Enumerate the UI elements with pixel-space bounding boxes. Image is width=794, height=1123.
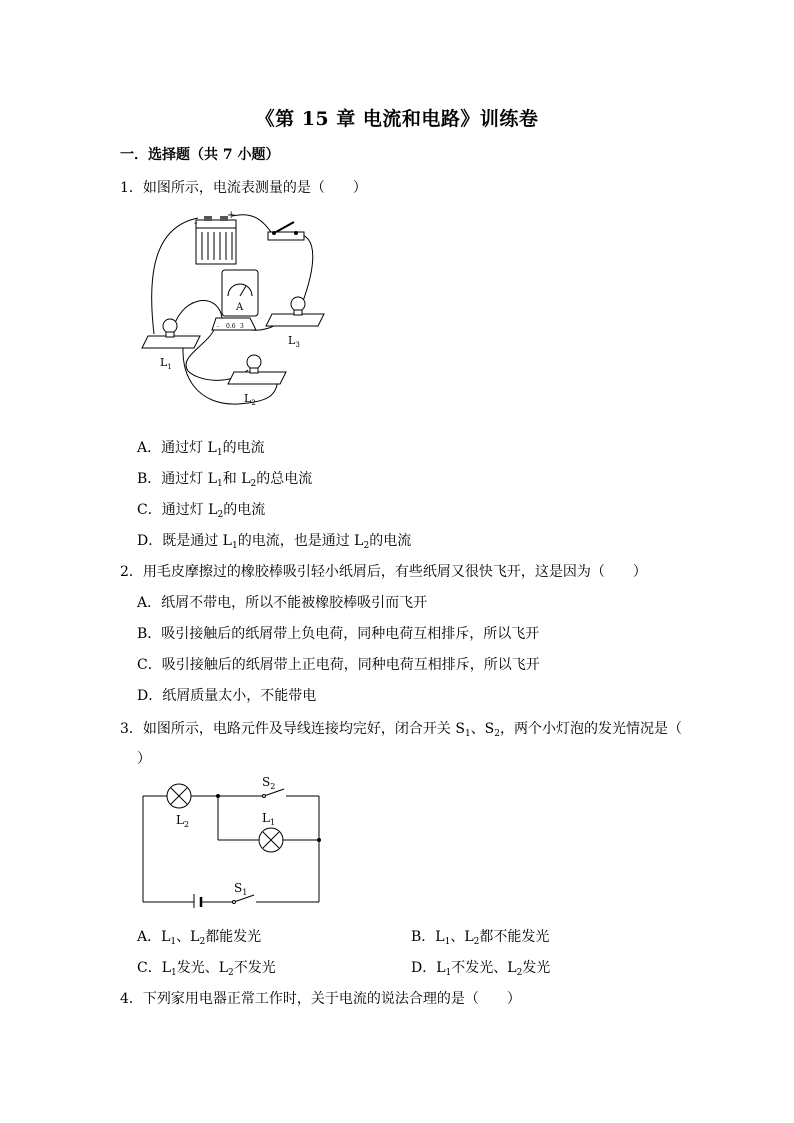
question-3-option-b[interactable]: B．$L_1$、$L_2$都不能发光 <box>411 929 550 947</box>
junction-dot-icon <box>317 838 321 842</box>
lamp-l1-label: $L_1$ <box>160 356 172 371</box>
switch-s2-label: $S_2$ <box>262 776 276 791</box>
question-3-stem-continuation: ） <box>137 751 151 767</box>
question-1-option-d[interactable]: D．既是通过 $L_1$的电流，也是通过 $L_2$的电流 <box>137 533 412 551</box>
lamp-l3-label: $L_3$ <box>288 334 300 349</box>
lamp-l1-symbol-icon <box>259 828 283 852</box>
question-1-stem: 1．如图所示，电流表测量的是（ ） <box>120 180 367 196</box>
switch-s2-icon <box>263 795 266 798</box>
question-2-option-d[interactable]: D．纸屑质量太小，不能带电 <box>137 688 317 704</box>
lamp-l2-icon <box>228 355 286 407</box>
question-2-option-b[interactable]: B．吸引接触后的纸屑带上负电荷，同种电荷互相排斥，所以飞开 <box>137 626 540 642</box>
question-1-option-c[interactable]: C．通过灯 $L_2$的电流 <box>137 502 266 520</box>
battery-plus-label: + <box>227 210 236 221</box>
ammeter-label: A <box>236 302 244 313</box>
ammeter-terminal-minus: - <box>217 323 220 330</box>
section-heading: 一．选择题（共 7 小题） <box>120 147 280 163</box>
ammeter-icon <box>212 270 258 330</box>
lamp-l1-icon <box>142 319 200 371</box>
question-1-circuit-figure <box>138 206 338 411</box>
question-2-stem: 2．用毛皮摩擦过的橡胶棒吸引轻小纸屑后，有些纸屑又很快飞开，这是因为（ ） <box>120 564 647 580</box>
lamp-l1-label: $L_1$ <box>262 811 276 827</box>
lamp-l3-icon <box>266 297 324 349</box>
battery-symbol-icon <box>194 894 201 908</box>
lamp-l2-label: $L_2$ <box>176 813 190 829</box>
question-3-option-a[interactable]: A．$L_1$、$L_2$都能发光 <box>137 929 262 947</box>
question-2-option-a[interactable]: A．纸屑不带电，所以不能被橡胶棒吸引而飞开 <box>137 595 428 611</box>
question-4-stem: 4．下列家用电器正常工作时，关于电流的说法合理的是（ ） <box>120 991 521 1007</box>
question-3-option-d[interactable]: D．$L_1$不发光、$L_2$发光 <box>411 960 551 978</box>
battery-minus-label: - <box>194 218 198 229</box>
question-3-circuit-diagram <box>138 776 328 908</box>
switch-s1-icon <box>233 901 236 904</box>
question-1-option-a[interactable]: A．通过灯 $L_1$的电流 <box>137 440 265 458</box>
lamp-l2-symbol-icon <box>167 784 191 808</box>
switch-s1-label: $S_1$ <box>234 881 248 897</box>
question-3-stem: 3．如图所示，电路元件及导线连接均完好，闭合开关 $S_1$、$S_2$，两个小灯泡的发光情况是（ <box>120 721 683 739</box>
lamp-l2-label: $L_2$ <box>244 392 256 407</box>
ammeter-terminal-3: 3 <box>240 323 244 330</box>
ammeter-terminal-0-6: 0.6 <box>226 323 236 330</box>
page-title: 《第 15 章 电流和电路》训练卷 <box>255 108 539 130</box>
question-2-option-c[interactable]: C．吸引接触后的纸屑带上正电荷，同种电荷互相排斥，所以飞开 <box>137 657 540 673</box>
question-1-option-b[interactable]: B．通过灯 $L_1$和 $L_2$的总电流 <box>137 471 313 489</box>
battery-icon <box>194 210 236 264</box>
question-3-option-c[interactable]: C．$L_1$发光、$L_2$不发光 <box>137 960 276 978</box>
junction-dot-icon <box>216 794 220 798</box>
switch-icon <box>268 222 304 240</box>
